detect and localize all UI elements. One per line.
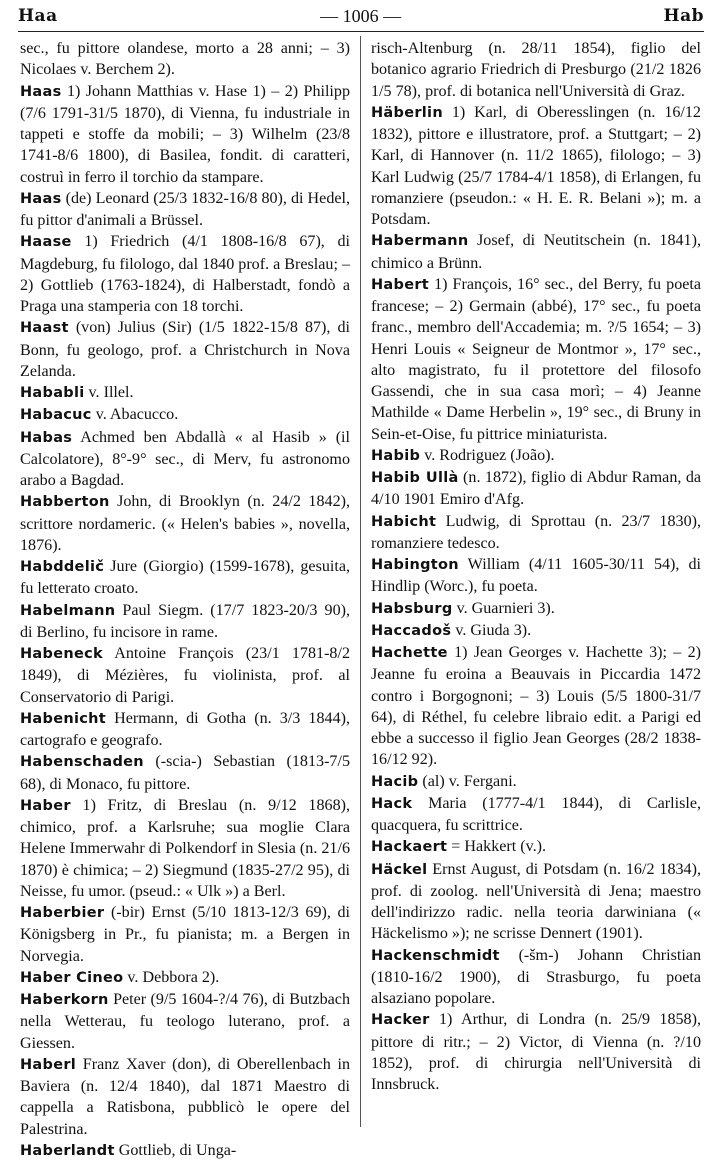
entry-text: John, di Brooklyn (n. 24/2 1842), scrittore nordameric. (« Helen's babies », novella, 1876). (20, 493, 350, 554)
entry-headword: Hachette (371, 645, 448, 661)
dictionary-entry (20, 643, 350, 708)
entry-headword: Haberkorn (20, 992, 109, 1008)
entry-text: 1) Johann Matthias v. Hase 1) – 2) Philipp (7/6 1791-31/5 1870), di Vienna, fu industriale in tappeti e stoffe da mobili; – 3) Wilhelm (23/8 1741-8/6 1800), di Basilea, fondit. di caratteri, costruì in ferro il torchio da stampare. (20, 82, 350, 186)
dictionary-entry (371, 945, 701, 1010)
right-column (371, 38, 701, 1133)
entry-headword: Hackaert (371, 839, 448, 856)
dictionary-entry (20, 404, 350, 426)
dictionary-entry (20, 231, 350, 317)
entry-headword: Habddelič (20, 559, 105, 575)
entry-text: Maria (1777-4/1 1844), di Carlisle, quacquera, fu scrittrice. (371, 794, 701, 834)
entry-headword: Haberl (20, 1056, 77, 1073)
entry-text: Ludwig, di Sprottau (n. 23/7 1830), romanziere tedesco. (371, 512, 701, 552)
dictionary-entry (371, 859, 701, 945)
dictionary-entry (371, 598, 701, 620)
entry-text: v. Abacucco. (95, 406, 179, 424)
entry-text: (-bir) Ernst (5/10 1813-12/3 69), di Königsberg in Pr., fu pianista; m. a Bergen in Norvegia. (20, 904, 350, 965)
entry-headword: Hackenschmidt (371, 947, 500, 964)
entry-headword: Hababli (20, 385, 85, 401)
dictionary-entry (371, 38, 701, 102)
dictionary-entry (371, 620, 701, 642)
entry-text: v. Debbora 2). (127, 968, 220, 986)
entry-text: sec., fu pittore olandese, morto a 28 anni; – 3) Nicolaes v. Berchem 2). (20, 40, 350, 79)
entry-text: = Hakkert (v.). (451, 838, 547, 856)
entry-text: risch-Altenburg (n. 28/11 1854), figlio del botanico agrario Friedrich di Presburgo (21/2 1826 1/5 78), prof. di botanica nell'Università di Graz. (371, 40, 701, 100)
entry-text: 1) Karl, di Oberesslingen (n. 16/12 1832), pittore e illustratore, prof. a Stuttgart; – 2) Karl, di Hannover (n. 11/2 1865), filologo; – 3) Karl Ludwig (25/7 1784-4/1 1858), di Erlangen, fu romanziere (pseudon.: « H. E. R. Belani »); m. a Potsdam. (371, 103, 701, 228)
page-header (18, 4, 704, 28)
entry-headword: Habas (20, 429, 73, 446)
dictionary-entry (20, 382, 350, 404)
entry-headword: Habicht (371, 513, 437, 530)
dictionary-entry (371, 511, 701, 555)
entry-text: v. Giuda 3). (455, 621, 532, 639)
entry-text: (von) Julius (Sir) (1/5 1822-15/8 87), di Bonn, fu geologo, prof. a Christchurch in Nova Zelanda. (20, 319, 350, 380)
dictionary-entry (371, 642, 701, 771)
entry-text: 1) Jean Georges v. Hachette 3); – 2) Jeanne fu eroina a Beauvais in Piccardia 1472 contro i Borgognoni; – 3) Louis (5/5 1800-31/7 64), di Réthel, fu celebre libraio edit. a Parigi ed ebbe a successo il figlio Jean Georges (28/2 1838-16/12 92). (371, 644, 701, 769)
entry-text: 1) Arthur, di Londra (n. 25/9 1858), pittore di ritr.; – 2) Victor, di Vienna (n. ?/10 1852), prof. di chirurgia nell'Università di Innsbruck. (371, 1011, 701, 1093)
entry-text: v. Guarnieri 3). (456, 599, 555, 617)
entry-headword: Haas (20, 83, 62, 100)
entry-headword: Haccadoš (371, 622, 452, 639)
dictionary-entry (20, 188, 350, 232)
entry-headword: Häberlin (371, 104, 443, 121)
entry-headword: Häckel (371, 861, 428, 878)
dictionary-entry (371, 1009, 701, 1095)
entry-headword: Hacker (371, 1012, 430, 1029)
entry-text: 1) François, 16° sec., del Berry, fu poeta francese; – 2) Germain (abbé), 17° sec., fu poeta franc., membro dell'Accademia; m. ?/5 1654; – 3) Henri Louis « Seigneur de Montmor », 17° sec., alto magistrato, fu il protettore del filosofo Gassendi, che in sua casa morì; – 4) Jeanne Mathilde « Dame Herbelin », 19° sec., di Bruny in Sein-et-Oise, fu pittrice miniaturista. (371, 275, 701, 443)
entry-headword: Haberbier (20, 905, 105, 921)
entry-text: Ernst August, di Potsdam (n. 16/2 1834), prof. di zoolog. nell'Università di Jena; maestro dell'indirizzo radic. nella teoria darwiniana (« Häckelismo »); ne scrisse Dennert (1901). (371, 860, 701, 943)
entry-text: (n. 1872), figlio di Abdur Raman, da 4/10 1901 Emiro d'Afg. (371, 469, 702, 509)
dictionary-entry (371, 467, 701, 511)
entry-headword: Haase (20, 234, 72, 251)
dictionary-entry (20, 708, 350, 752)
dictionary-entry (20, 81, 350, 188)
entry-headword: Habermann (371, 233, 469, 250)
dictionary-entry (20, 427, 350, 492)
entry-text: Franz Xaver (don), di Oberellenbach in Baviera (n. 12/4 1840), dal 1871 Maestro di cappella a Ratisbona, pubblicò le opere del Palestrina. (20, 1055, 350, 1138)
dictionary-entry (371, 274, 701, 445)
dictionary-entry (20, 317, 350, 382)
entry-text: Gottlieb, di Unga- (118, 1141, 237, 1159)
dictionary-entry (371, 554, 701, 598)
dictionary-entry (20, 751, 350, 795)
entry-headword: Haberlandt (20, 1142, 115, 1159)
entry-text: (-scia-) Sebastian (1813-7/5 68), di Monaco, fu pittore. (20, 753, 350, 793)
header-left-word: Haa (18, 6, 58, 26)
entry-text: 1) Fritz, di Breslau (n. 9/12 1868), chimico, prof. a Karlsruhe; sua moglie Clara Helene Immerwahr di Polkendorf in Slesia (n. 21/6 1870) è chimica; – 2) Siegmund (1835-27/2 95), di Neisse, fu umor. (pseud.: « Ulk ») a Berl. (20, 796, 350, 900)
entry-headword: Haas (20, 190, 62, 207)
entry-text: (de) Leonard (25/3 1832-16/8 80), di Hedel, fu pittor d'animali a Brüssel. (20, 189, 350, 229)
entry-headword: Habib Ullà (371, 470, 459, 486)
column-divider (360, 36, 361, 1127)
header-rule (18, 31, 704, 32)
entry-headword: Haber Cineo (20, 969, 124, 986)
dictionary-entry (20, 556, 350, 600)
left-column (20, 38, 351, 1159)
entry-text: Achmed ben Abdallà « al Hasib » (il Calcolatore), 8°-9° sec., di Merv, fu astronomo arabo a Bagdad. (20, 428, 350, 489)
entry-headword: Haber (20, 797, 71, 814)
page-number: — 1006 — (320, 5, 402, 26)
entry-headword: Habacuc (20, 407, 92, 424)
entry-headword: Hacib (371, 773, 419, 790)
dictionary-entry (371, 793, 701, 837)
dictionary-entry (371, 836, 701, 858)
entry-text: Josef, di Neutitschein (n. 1841), chimico a Brünn. (371, 232, 701, 272)
entry-headword: Habib (371, 447, 421, 464)
entry-text: v. Rodriguez (João). (424, 446, 555, 464)
dictionary-entry (371, 230, 701, 274)
entry-headword: Habenschaden (20, 754, 144, 771)
dictionary-entry (371, 102, 701, 231)
entry-headword: Habington (371, 557, 459, 573)
dictionary-entry (371, 445, 701, 467)
entry-text: Antoine François (23/1 1781-8/2 1849), di Mézières, fu violinista, prof. al Conservatorio di Parigi. (20, 645, 350, 706)
entry-text: Paul Siegm. (17/7 1823-20/3 90), di Berlino, fu incisore in rame. (20, 601, 350, 641)
entry-headword: Haast (20, 320, 69, 337)
entry-headword: Habert (371, 276, 430, 293)
dictionary-entry (20, 600, 350, 644)
dictionary-entry (20, 491, 350, 556)
dictionary-entry (20, 1054, 350, 1140)
entry-text: (al) v. Fergani. (422, 772, 517, 790)
entry-text: (-šm-) Johann Christian (1810-16/2 1900), di Strasburgo, fu poeta alsaziano popolare. (371, 946, 701, 1007)
dictionary-entry (20, 989, 350, 1054)
header-right-word: Hab (663, 6, 704, 26)
entry-text: William (4/11 1605-30/11 54), di Hindlip (Worc.), fu poeta. (371, 556, 701, 596)
dictionary-entry (20, 902, 350, 967)
entry-text: Jure (Giorgio) (1599-1678), gesuita, fu letterato croato. (20, 558, 350, 598)
dictionary-entry (20, 1140, 350, 1162)
entry-text: Peter (9/5 1604-?/4 76), di Butzbach nella Wetterau, fu teologo luterano, prof. a Giessen. (20, 991, 350, 1052)
dictionary-entry (371, 771, 701, 793)
entry-headword: Habberton (20, 494, 110, 511)
entry-headword: Habsburg (371, 600, 453, 617)
entry-headword: Hack (371, 795, 413, 812)
entry-text: v. Illel. (88, 384, 134, 401)
dictionary-entry (20, 795, 350, 902)
entry-text: Hermann, di Gotha (n. 3/3 1844), cartografo e geografo. (20, 709, 350, 749)
entry-headword: Habeneck (20, 646, 103, 662)
dictionary-entry (20, 38, 350, 81)
entry-headword: Habelmann (20, 602, 116, 619)
dictionary-entry (20, 967, 350, 989)
entry-text: 1) Friedrich (4/1 1808-16/8 67), di Magdeburg, fu filologo, dal 1840 prof. a Breslau; – 2) Gottlieb (1763-1824), di Halberstadt, fondò a Praga una stamperia con 18 torchi. (20, 233, 351, 315)
entry-headword: Habenicht (20, 710, 106, 727)
